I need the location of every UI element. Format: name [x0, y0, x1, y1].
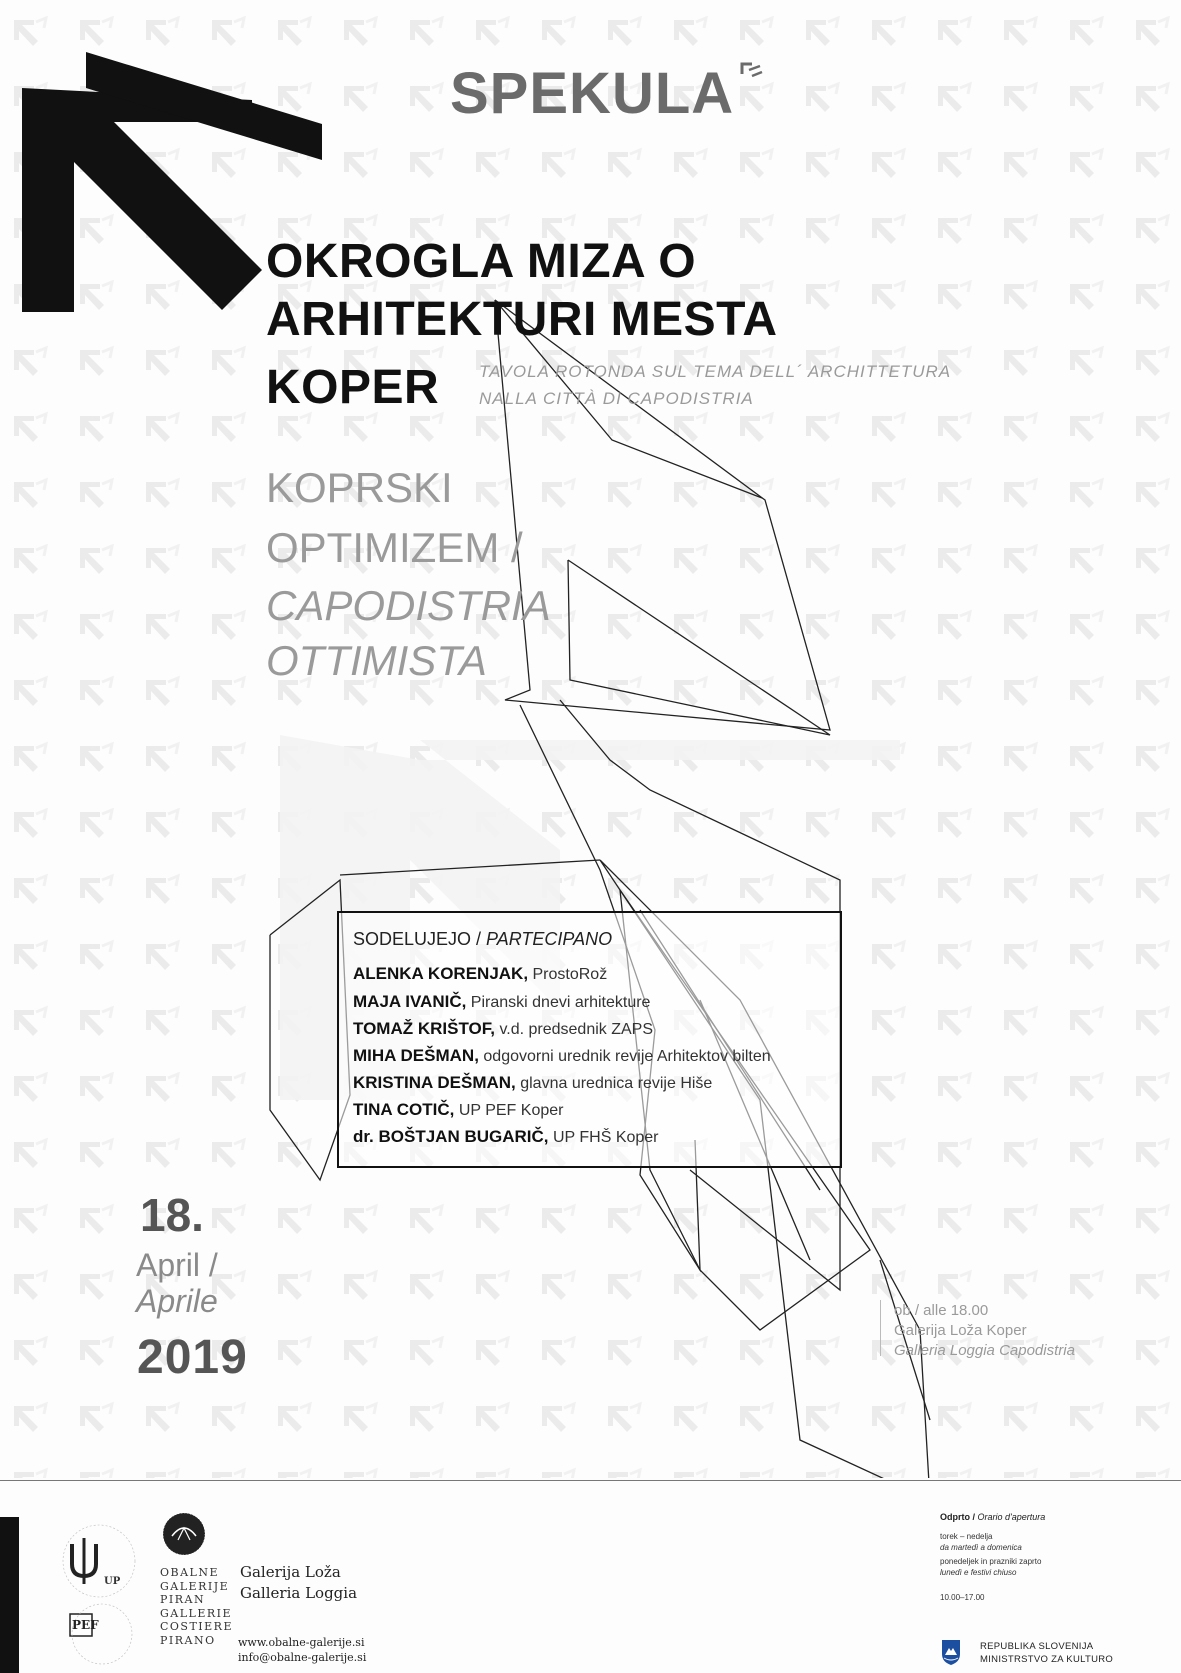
obalne-galerije-wordmark: OBALNE GALERIJE PIRAN GALLERIE COSTIERE PIRANO [160, 1566, 233, 1647]
date-month-it: Aprile [136, 1283, 218, 1319]
brand-arrow-icon [738, 60, 766, 88]
pef-logo [58, 1598, 140, 1673]
event-time: ob / alle 18.00 [894, 1302, 989, 1319]
date-day: 18. [140, 1189, 204, 1241]
up-university-logo [58, 1520, 140, 1602]
ministry-line-2: MINISTRSTVO ZA KULTURO [980, 1654, 1114, 1665]
theme-sl-line-2: OPTIMIZEM / [266, 524, 523, 571]
pef-logo-text: PEF [72, 1618, 99, 1632]
participant-row: dr. BOŠTJAN BUGARIČ, UP FHŠ Koper [353, 1127, 659, 1146]
website-link[interactable]: www.obalne-galerije.si [238, 1636, 365, 1649]
title-line-2: ARHITEKTURI MESTA [266, 293, 778, 346]
italian-title-line-1: TAVOLA ROTONDA SUL TEMA DELL´ ARCHITTETURA [479, 362, 952, 381]
participant-row: ALENKA KORENJAK, ProstoRož [353, 964, 608, 983]
opening-hours-title: Odprto / Orario d'apertura [940, 1512, 1046, 1522]
hours-time: 10.00–17.00 [940, 1593, 985, 1602]
participant-row: TINA COTIČ, UP PEF Koper [353, 1100, 564, 1119]
gallery-name-sl: Galerija Loža [240, 1563, 341, 1581]
email-link[interactable]: info@obalne-galerije.si [238, 1651, 367, 1664]
gallery-name-it: Galleria Loggia [240, 1584, 358, 1602]
obalne-galerije-seal-icon [160, 1510, 208, 1558]
footer-black-bar [0, 1517, 19, 1673]
participant-row: KRISTINA DEŠMAN, glavna urednica revije Hiše [353, 1073, 713, 1092]
location-divider [880, 1300, 881, 1356]
brand-wordmark: SPEKULA [450, 61, 735, 126]
venue-it: Galleria Loggia Capodistria [894, 1342, 1075, 1359]
title-line-3: KOPER [266, 361, 440, 414]
participants-heading: SODELUJEJO / PARTECIPANO [353, 929, 613, 949]
title-line-1: OKROGLA MIZA O [266, 235, 697, 288]
hours-days-sl: torek – nedelja [940, 1532, 993, 1541]
italian-title-line-2: NALLA CITTÀ DI CAPODISTRIA [479, 389, 754, 408]
hours-closed-it: lunedì e festivi chiuso [940, 1568, 1017, 1577]
up-logo-text: UP [104, 1576, 121, 1587]
participant-row: TOMAŽ KRIŠTOF, v.d. predsednik ZAPS [353, 1019, 654, 1038]
hours-days-it: da martedì a domenica [940, 1543, 1022, 1552]
slovenia-coat-of-arms-icon [940, 1638, 962, 1666]
participant-row: MIHA DEŠMAN, odgovorni urednik revije Arhitektov bilten [353, 1046, 771, 1065]
theme-it-line-1: CAPODISTRIA [266, 582, 551, 629]
hours-closed-sl: ponedeljek in prazniki zaprto [940, 1557, 1042, 1566]
participant-row: MAJA IVANIČ, Piranski dnevi arhitekture [353, 992, 651, 1011]
date-year: 2019 [137, 1331, 248, 1384]
ministry-line-1: REPUBLIKA SLOVENIJA [980, 1641, 1094, 1652]
theme-it-line-2: OTTIMISTA [266, 637, 487, 684]
date-month-sl: April / [136, 1247, 218, 1283]
footer-divider [0, 1480, 1181, 1481]
venue-sl: Galerija Loža Koper [894, 1322, 1027, 1339]
theme-sl-line-1: KOPRSKI [266, 464, 453, 511]
